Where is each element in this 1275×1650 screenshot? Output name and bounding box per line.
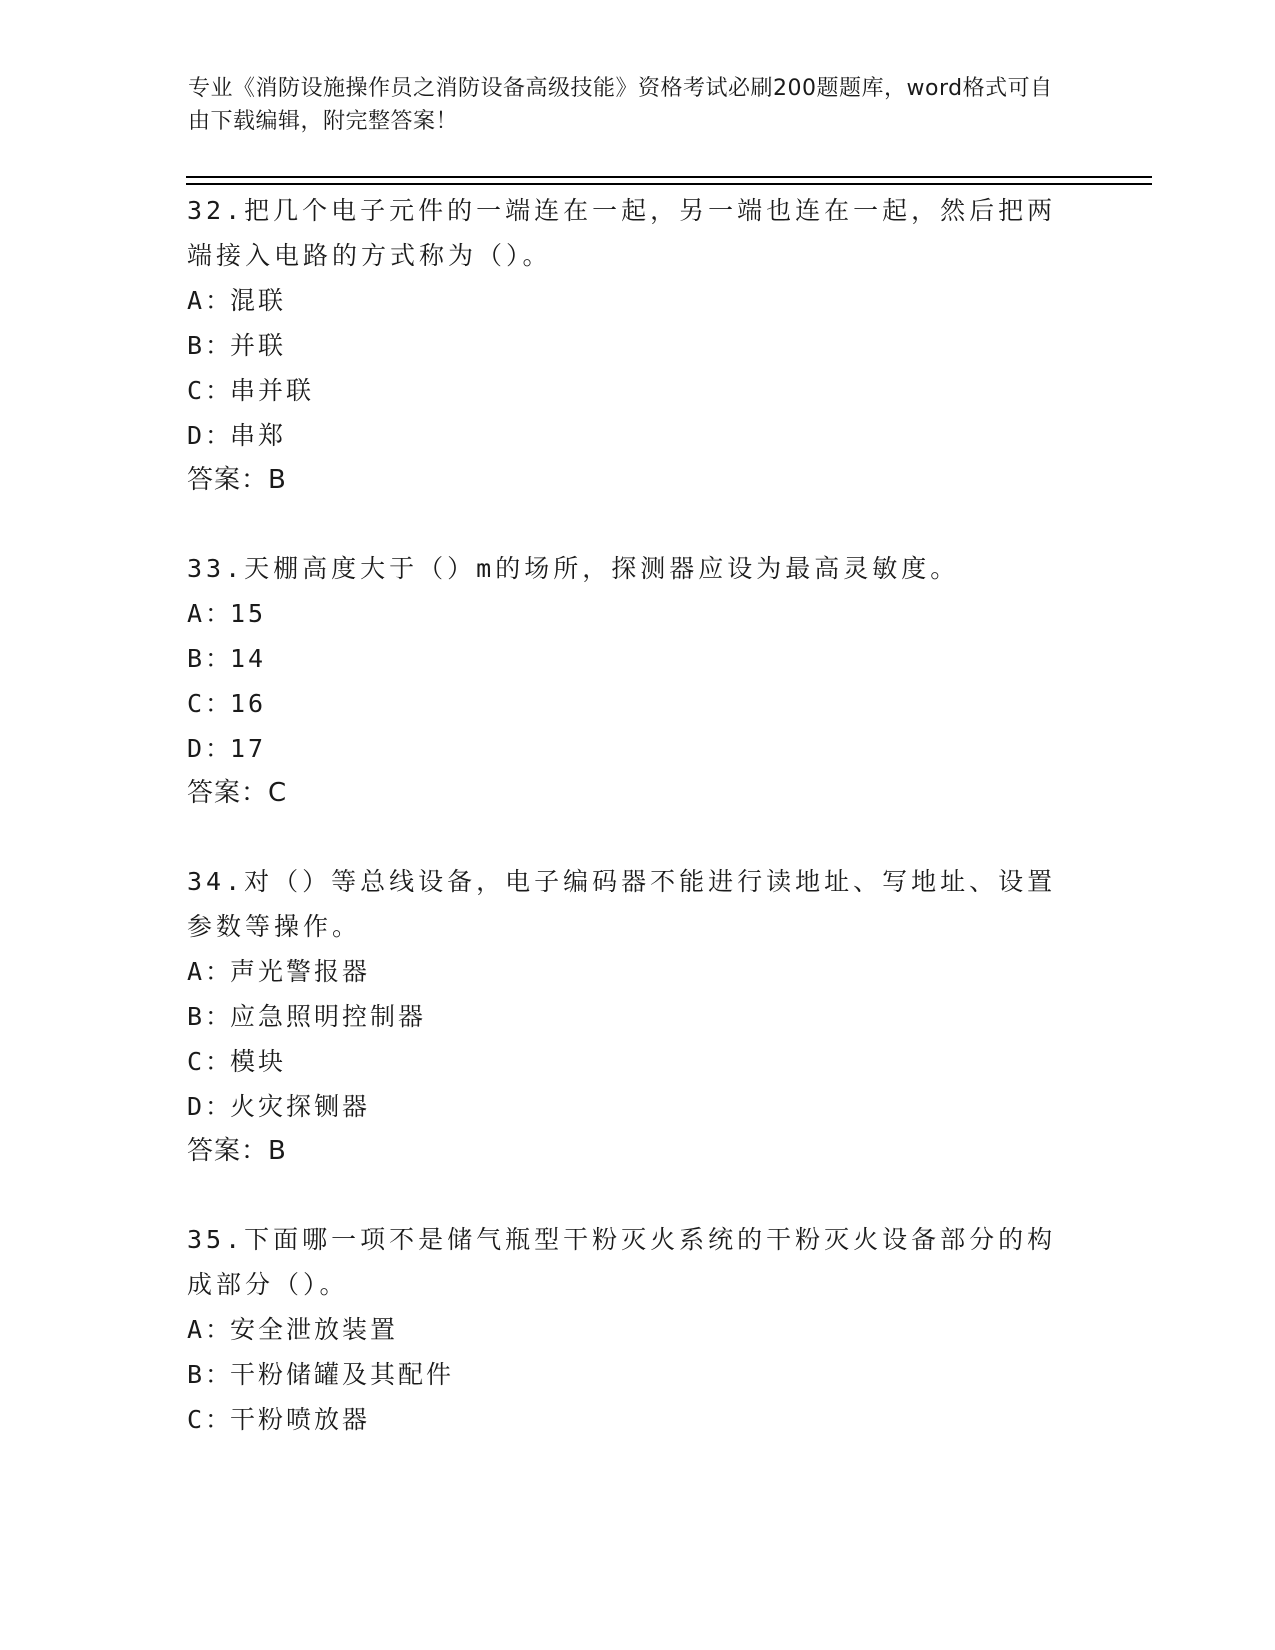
option-c (187, 368, 1077, 413)
option-b (187, 994, 1077, 1039)
question-35 (187, 1217, 1077, 1442)
option-a (187, 1307, 1077, 1352)
option-d (187, 1084, 1077, 1129)
header-rule-top (186, 176, 1152, 178)
option-text: 安全泄放装置 (230, 1315, 399, 1344)
answer-line: 答案：C (187, 778, 288, 808)
option-key: C： (187, 1047, 234, 1076)
option-key: B： (187, 331, 234, 360)
option-key: C： (187, 689, 234, 718)
option-text: 混联 (230, 286, 287, 315)
option-key: B： (187, 1002, 234, 1031)
option-text: 并联 (230, 331, 287, 360)
option-text: 声光警报器 (230, 957, 371, 986)
option-a (187, 949, 1077, 994)
option-key: C： (187, 1405, 234, 1434)
option-text: 15 (230, 599, 267, 628)
option-key: B： (187, 644, 234, 673)
header-rule-bottom (186, 183, 1152, 185)
option-text: 干粉储罐及其配件 (230, 1360, 455, 1389)
option-key: D： (187, 1092, 234, 1121)
option-a (187, 591, 1077, 636)
option-key: B： (187, 1360, 234, 1389)
option-text: 串并联 (230, 376, 315, 405)
option-text: 串郑 (230, 421, 287, 450)
question-stem: 35.下面哪一项不是储气瓶型干粉灭火系统的干粉灭火设备部分的构成部分（）。 (187, 1225, 1057, 1299)
option-b (187, 323, 1077, 368)
question-34 (187, 859, 1077, 1174)
answer-line: 答案：B (187, 1136, 287, 1166)
option-key: D： (187, 421, 234, 450)
option-text: 模块 (230, 1047, 287, 1076)
document-header: 专业《消防设施操作员之消防设备高级技能》资格考试必刷200题题库，word格式可自由下载编辑，附完整答案！ (188, 76, 1053, 134)
option-d (187, 413, 1077, 458)
option-key: A： (187, 286, 234, 315)
option-text: 17 (230, 734, 267, 763)
question-stem: 32.把几个电子元件的一端连在一起，另一端也连在一起，然后把两端接入电路的方式称为（）。 (187, 196, 1057, 270)
option-text: 干粉喷放器 (230, 1405, 371, 1434)
option-key: A： (187, 1315, 234, 1344)
option-text: 火灾探铡器 (230, 1092, 371, 1121)
option-key: D： (187, 734, 234, 763)
option-key: C： (187, 376, 234, 405)
option-c (187, 1039, 1077, 1084)
option-text: 应急照明控制器 (230, 1002, 427, 1031)
option-a (187, 278, 1077, 323)
question-32 (187, 188, 1077, 503)
option-b (187, 636, 1077, 681)
option-b (187, 1352, 1077, 1397)
option-text: 16 (230, 689, 267, 718)
question-stem: 33.天棚高度大于（）m的场所，探测器应设为最高灵敏度。 (187, 554, 960, 583)
option-c (187, 681, 1077, 726)
question-list (187, 188, 1077, 1485)
option-d (187, 726, 1077, 771)
option-text: 14 (230, 644, 267, 673)
answer-line: 答案：B (187, 465, 287, 495)
question-33 (187, 546, 1077, 816)
option-c (187, 1397, 1077, 1442)
option-key: A： (187, 957, 234, 986)
option-key: A： (187, 599, 234, 628)
question-stem: 34.对（）等总线设备，电子编码器不能进行读地址、写地址、设置参数等操作。 (187, 867, 1057, 941)
